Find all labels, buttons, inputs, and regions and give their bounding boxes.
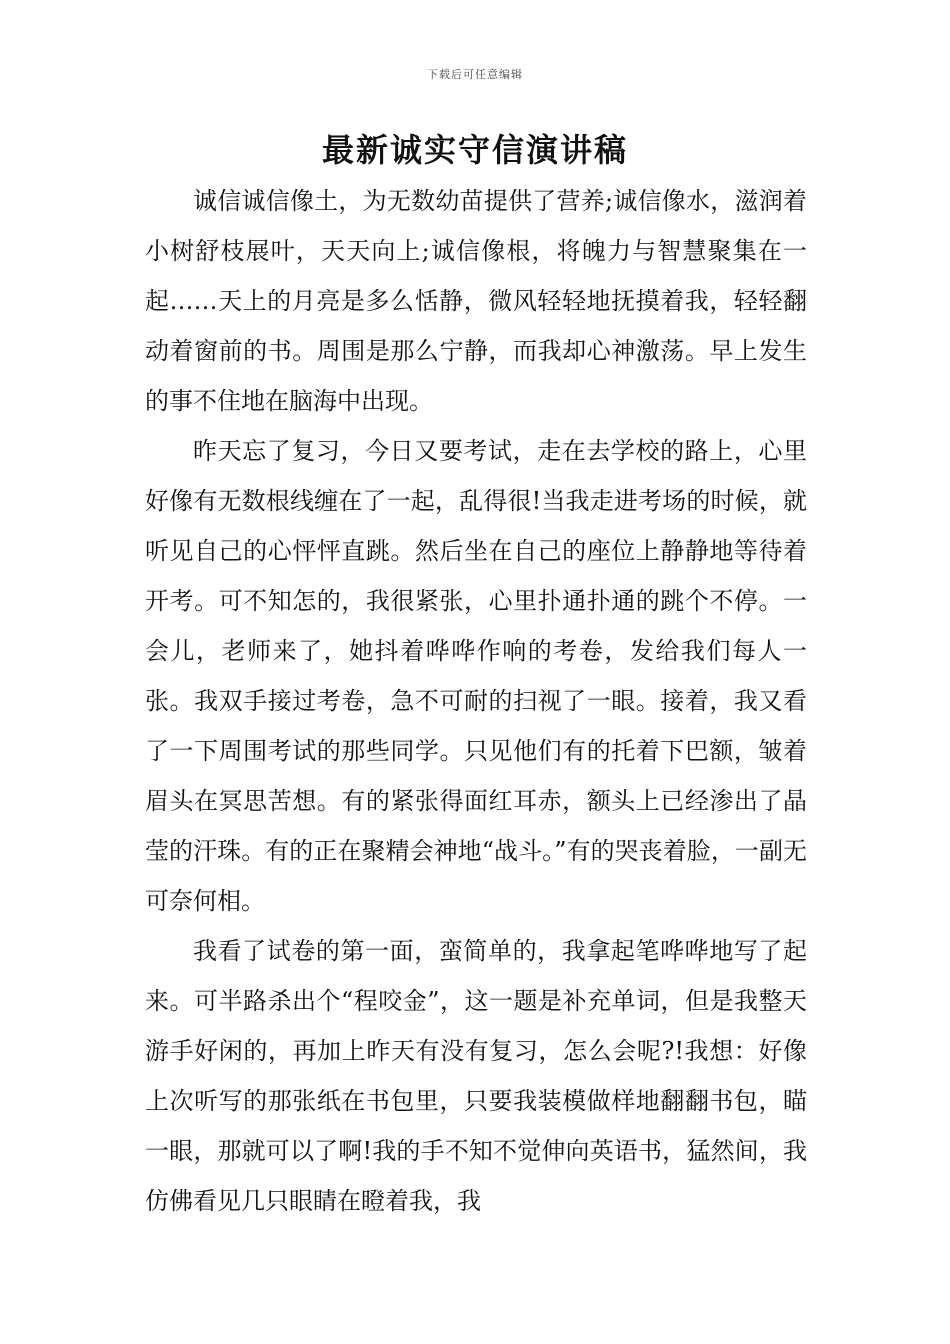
- body-text: [145, 176, 807, 1226]
- paragraph-3: 我看了试卷的第一面，蛮简单的，我拿起笔哗哗地写了起来。可半路杀出个“程咬金”，这一题是补充单词，但是我整天游手好闲的，再加上昨天有没有复习，怎么会呢?!我想：好像上次听写的那张纸在书包里，只要我装模做样地翻翻书包，瞄一眼，那就可以了啊!我的手不知不觉伸向英语书，猛然间，我仿佛看见几只眼睛在瞪着我，我: [145, 937, 807, 1215]
- page-title: 最新诚实守信演讲稿: [321, 131, 628, 169]
- paragraph-2: 昨天忘了复习，今日又要考试，走在去学校的路上，心里好像有无数根线缠在了一起，乱得很!当我走进考场的时候，就听见自己的心怦怦直跳。然后坐在自己的座位上静静地等待着开考。可不知怎的，我很紧张，心里扑通扑通的跳个不停。一会儿，老师来了，她抖着哗哗作响的考卷，发给我们每人一张。我双手接过考卷，急不可耐的扫视了一眼。接着，我又看了一下周围考试的那些同学。只见他们有的托着下巴额，皱着眉头在冥思苦想。有的紧张得面红耳赤，额头上已经渗出了晶莹的汗珠。有的正在聚精会神地“战斗。”有的哭丧着脸，一副无可奈何相。: [145, 437, 807, 915]
- header-note: 下载后可任意编辑: [427, 68, 523, 81]
- paragraph-1: 诚信诚信像土，为无数幼苗提供了营养;诚信像水，滋润着小树舒枝展叶，天天向上;诚信像根，将魄力与智慧聚集在一起……天上的月亮是多么恬静，微风轻轻地抚摸着我，轻轻翻动着窗前的书。周围是那么宁静，而我却心神激荡。早上发生的事不住地在脑海中出现。: [145, 187, 807, 415]
